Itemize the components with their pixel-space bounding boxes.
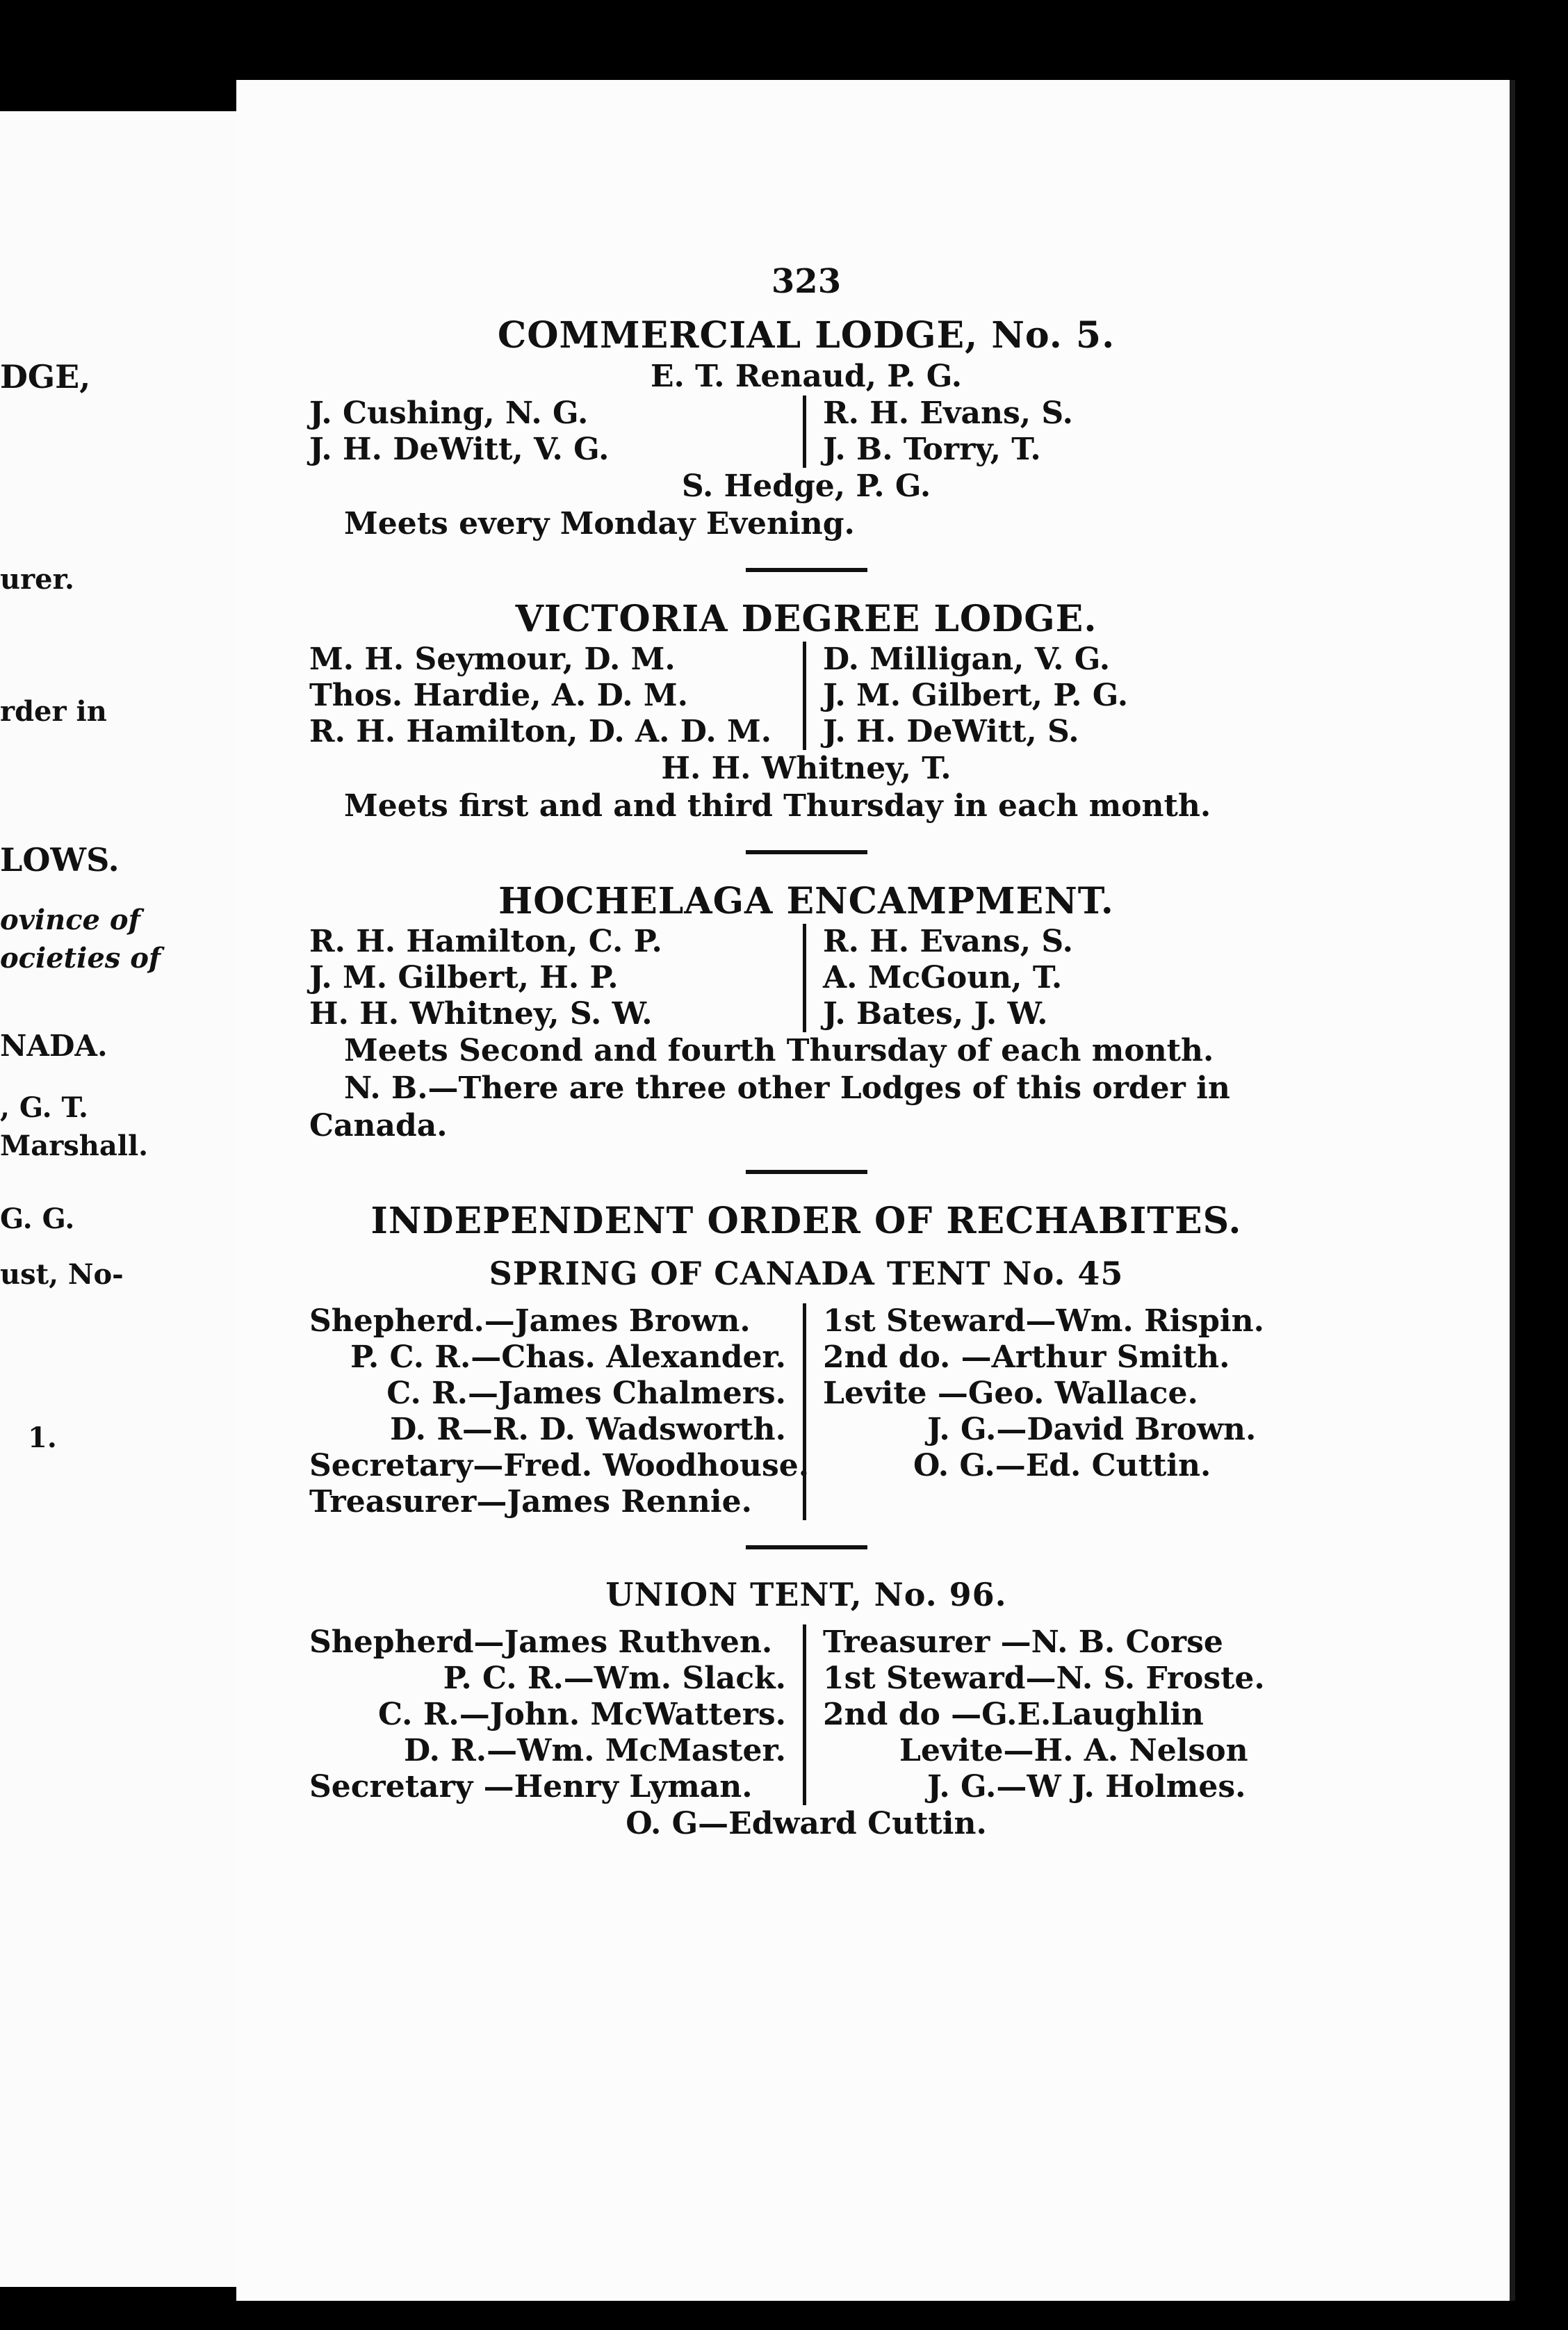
officer-column-right xyxy=(806,1624,1303,1805)
officer-entry: C. R.—James Chalmers. xyxy=(386,1376,786,1411)
officer-entry: J. B. Torry, T. xyxy=(823,432,1041,467)
officer-column-left xyxy=(309,1303,810,1520)
officer-line: E. T. Renaud, P. G. xyxy=(650,359,963,394)
meeting-schedule: Meets first and and third Thursday in each month. xyxy=(344,788,1211,824)
officer-column-right xyxy=(806,642,1303,750)
officer-column-right xyxy=(806,396,1303,468)
section-heading: INDEPENDENT ORDER OF RECHABITES. xyxy=(370,1200,1242,1242)
officer-entry: J. Bates, J. W. xyxy=(823,996,1048,1032)
document-page xyxy=(236,80,1515,2301)
officer-entry: Secretary —Henry Lyman. xyxy=(309,1769,753,1804)
officer-entry: R. H. Hamilton, D. A. D. M. xyxy=(309,714,772,749)
page-number: 323 xyxy=(771,262,842,301)
commercial-lodge-section xyxy=(309,313,1303,543)
left-fragment: Marshall. xyxy=(0,1130,149,1162)
officer-line: O. G—Edward Cuttin. xyxy=(626,1806,987,1841)
officer-entry: Thos. Hardie, A. D. M. xyxy=(309,678,688,713)
officer-line: S. Hedge, P. G. xyxy=(681,469,931,504)
section-heading: COMMERCIAL LODGE, No. 5. xyxy=(497,314,1116,357)
officer-entry: Levite—H. A. Nelson xyxy=(899,1733,1248,1768)
officer-entry: 2nd do. —Arthur Smith. xyxy=(823,1339,1230,1375)
officer-columns xyxy=(309,396,1303,468)
spring-tent-section xyxy=(309,1253,1303,1520)
officer-entry: R. H. Evans, S. xyxy=(823,924,1073,959)
officer-columns xyxy=(309,1303,1303,1520)
officer-line: H. H. Whitney, T. xyxy=(661,751,952,786)
section-heading: HOCHELAGA ENCAMPMENT. xyxy=(498,880,1114,922)
union-tent-section xyxy=(309,1574,1303,1843)
officer-columns xyxy=(309,642,1303,750)
section-divider xyxy=(746,568,867,572)
section-divider xyxy=(746,850,867,854)
officer-entry: C. R.—John. McWatters. xyxy=(377,1697,786,1732)
left-fragment: rder in xyxy=(0,695,107,728)
officer-entry: R. H. Evans, S. xyxy=(823,396,1073,431)
note-text: N. B.—There are three other Lodges of this order in Canada. xyxy=(309,1070,1230,1143)
meeting-schedule: Meets Second and fourth Thursday of each month. xyxy=(344,1033,1214,1068)
officer-entry: P. C. R.—Wm. Slack. xyxy=(443,1661,786,1696)
officer-entry: O. G.—Ed. Cuttin. xyxy=(913,1448,1211,1483)
officer-column-left xyxy=(309,642,806,750)
officer-entry: 2nd do —G.E.Laughlin xyxy=(823,1697,1204,1732)
officer-entry: Secretary—Fred. Woodhouse. xyxy=(309,1448,810,1483)
victoria-lodge-section xyxy=(309,597,1303,825)
officer-column-right xyxy=(806,1303,1303,1520)
officer-entry: Treasurer —N. B. Corse xyxy=(823,1624,1223,1660)
left-fragment: urer. xyxy=(0,563,74,596)
tent-heading: SPRING OF CANADA TENT No. 45 xyxy=(489,1255,1124,1292)
rechabites-section xyxy=(309,1199,1303,1843)
left-fragment: , G. T. xyxy=(0,1091,88,1124)
officer-entry: J. Cushing, N. G. xyxy=(309,396,589,431)
officer-entry: R. H. Hamilton, C. P. xyxy=(309,924,662,959)
officer-entry: D. Milligan, V. G. xyxy=(823,642,1111,677)
officer-entry: D. R.—Wm. McMaster. xyxy=(404,1733,786,1768)
meeting-schedule: Meets every Monday Evening. xyxy=(344,506,855,541)
left-fragment: ocieties of xyxy=(0,942,161,975)
officer-entry: J. H. DeWitt, S. xyxy=(823,714,1079,749)
officer-columns xyxy=(309,1624,1303,1805)
left-fragment: DGE, xyxy=(0,358,91,396)
officer-entry: 1st Steward—Wm. Rispin. xyxy=(823,1303,1264,1339)
left-fragment: G. G. xyxy=(0,1203,75,1235)
left-fragment: ovince of xyxy=(0,904,140,936)
officer-entry: J. M. Gilbert, P. G. xyxy=(823,678,1129,713)
officer-entry: Shepherd—James Ruthven. xyxy=(309,1624,773,1660)
officer-entry: J. M. Gilbert, H. P. xyxy=(309,960,619,995)
officer-entry: Levite —Geo. Wallace. xyxy=(823,1376,1198,1411)
left-fragment: 1. xyxy=(28,1421,57,1454)
left-fragment: NADA. xyxy=(0,1029,108,1063)
officer-entry: M. H. Seymour, D. M. xyxy=(309,642,676,677)
officer-entry: J. G.—W J. Holmes. xyxy=(927,1769,1246,1804)
officer-column-left xyxy=(309,924,806,1032)
officer-column-right xyxy=(806,924,1303,1032)
section-divider xyxy=(746,1545,867,1549)
officer-entry: J. G.—David Brown. xyxy=(927,1412,1257,1447)
officer-entry: J. H. DeWitt, V. G. xyxy=(309,432,610,467)
section-heading: VICTORIA DEGREE LODGE. xyxy=(515,598,1097,640)
tent-heading: UNION TENT, No. 96. xyxy=(605,1576,1007,1613)
officer-entry: D. R—R. D. Wadsworth. xyxy=(390,1412,786,1447)
officer-entry: Shepherd.—James Brown. xyxy=(309,1303,751,1339)
hochelaga-section xyxy=(309,879,1303,1145)
officer-entry: 1st Steward—N. S. Froste. xyxy=(823,1661,1265,1696)
officer-entry: Treasurer—James Rennie. xyxy=(309,1484,752,1520)
section-divider xyxy=(746,1170,867,1174)
left-fragment: LOWS. xyxy=(0,841,120,879)
officer-column-left xyxy=(309,396,806,468)
officer-entry: A. McGoun, T. xyxy=(823,960,1063,995)
officer-entry: H. H. Whitney, S. W. xyxy=(309,996,653,1032)
page-content xyxy=(309,261,1303,1843)
left-fragment: ust, No- xyxy=(0,1258,124,1291)
officer-entry: P. C. R.—Chas. Alexander. xyxy=(350,1339,786,1375)
officer-columns xyxy=(309,924,1303,1032)
officer-column-left xyxy=(309,1624,806,1805)
